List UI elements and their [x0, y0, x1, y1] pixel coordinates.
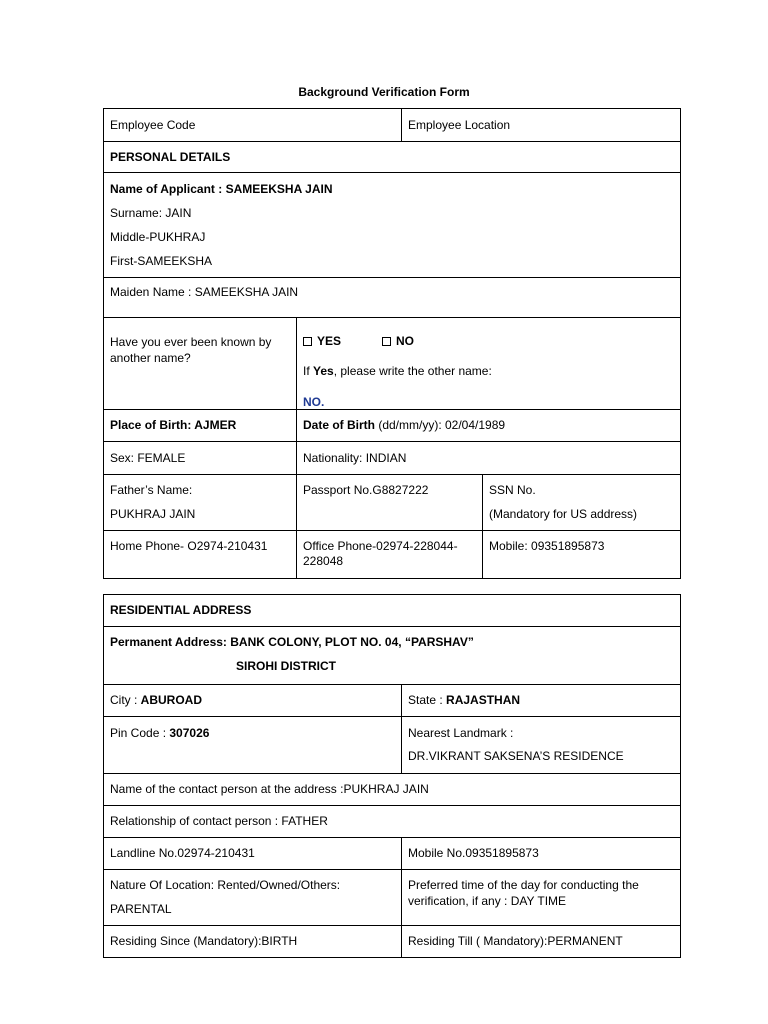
yes-option[interactable]: YES	[303, 334, 341, 349]
home-phone-field: Home Phone- O2974-210431	[110, 539, 268, 553]
residential-address-heading: RESIDENTIAL ADDRESS	[110, 603, 252, 617]
form-title: Background Verification Form	[298, 85, 470, 99]
applicant-name: Name of Applicant : SAMEEKSHA JAIN	[110, 182, 333, 196]
residential-mobile-field: Mobile No.09351895873	[408, 846, 539, 860]
city-field: City : ABUROAD	[110, 693, 203, 707]
no-option[interactable]: NO	[382, 334, 414, 349]
other-name-instruction: If Yes, please write the other name:	[303, 364, 492, 378]
date-of-birth-field: Date of Birth (dd/mm/yy): 02/04/1989	[303, 418, 506, 432]
district-field: SIROHI DISTRICT	[236, 659, 337, 673]
landmark-label: Nearest Landmark :	[408, 726, 514, 740]
employee-code-label: Employee Code	[110, 118, 196, 132]
state-field: State : RAJASTHAN	[408, 693, 521, 707]
maiden-name-field: Maiden Name : SAMEEKSHA JAIN	[110, 285, 299, 299]
landmark-value: DR.VIKRANT SAKSENA’S RESIDENCE	[408, 749, 624, 763]
ssn-label: SSN No.	[489, 483, 536, 497]
office-phone-field: Office Phone-02974-228044- 228048	[303, 539, 458, 568]
personal-details-heading: PERSONAL DETAILS	[110, 150, 231, 164]
middle-name-field: Middle-PUKHRAJ	[110, 230, 206, 244]
nature-of-location-value: PARENTAL	[110, 902, 172, 916]
nature-of-location-label: Nature Of Location: Rented/Owned/Others:	[110, 878, 341, 892]
place-of-birth-field: Place of Birth: AJMER	[110, 418, 237, 432]
contact-person-field: Name of the contact person at the address :PUKHRAJ JAIN	[110, 782, 429, 796]
residing-till-field: Residing Till ( Mandatory):PERMANENT	[408, 934, 623, 948]
father-name-label: Father’s Name:	[110, 483, 193, 497]
landline-field: Landline No.02974-210431	[110, 846, 255, 860]
relationship-field: Relationship of contact person : FATHER	[110, 814, 328, 828]
ssn-note: (Mandatory for US address)	[489, 507, 638, 521]
other-name-value: NO.	[303, 395, 325, 409]
no-checkbox[interactable]	[382, 337, 391, 346]
yes-checkbox[interactable]	[303, 337, 312, 346]
pin-code-field: Pin Code : 307026	[110, 726, 210, 740]
residing-since-field: Residing Since (Mandatory):BIRTH	[110, 934, 298, 948]
first-name-field: First-SAMEEKSHA	[110, 254, 213, 268]
father-name-value: PUKHRAJ JAIN	[110, 507, 196, 521]
mobile-field: Mobile: 09351895873	[489, 539, 605, 553]
permanent-address-field: Permanent Address: BANK COLONY, PLOT NO. 04, “PARSHAV”	[110, 635, 474, 649]
nationality-field: Nationality: INDIAN	[303, 451, 407, 465]
preferred-time-field: Preferred time of the day for conducting the verification, if any : DAY TIME	[408, 878, 639, 908]
known-another-name-question: Have you ever been known by another name?	[110, 335, 272, 365]
sex-field: Sex: FEMALE	[110, 451, 186, 465]
surname-field: Surname: JAIN	[110, 206, 192, 220]
passport-field: Passport No.G8827222	[303, 483, 429, 497]
employee-location-label: Employee Location	[408, 118, 511, 132]
